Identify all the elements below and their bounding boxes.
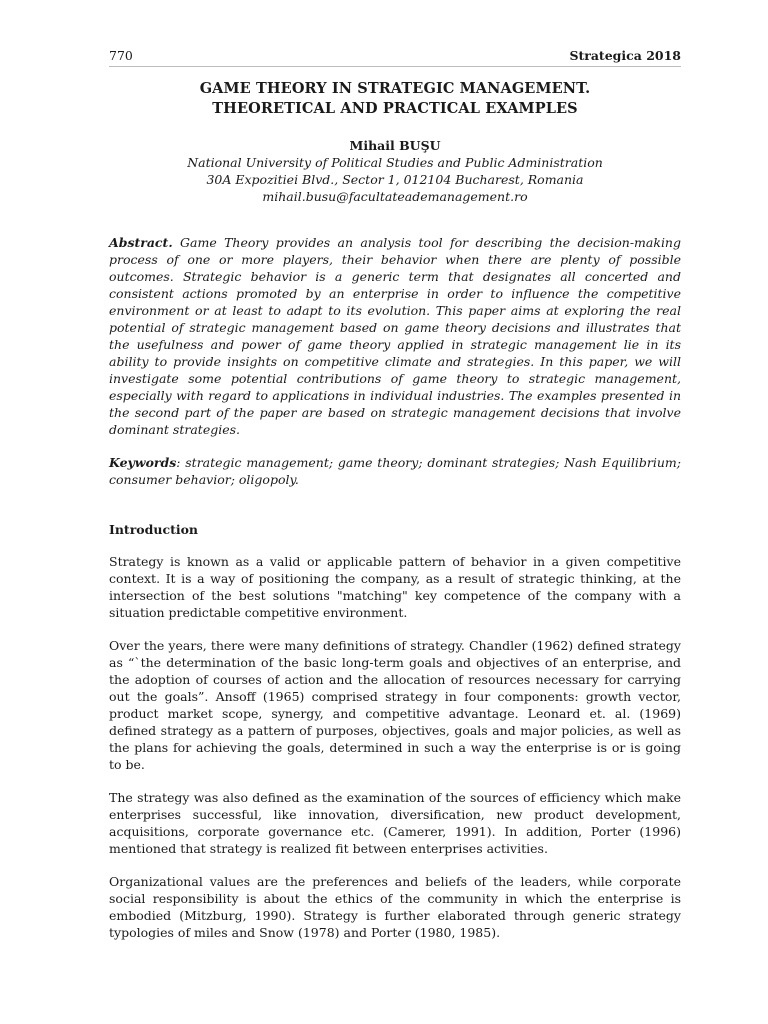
abstract-label: Abstract. <box>109 235 173 250</box>
body-paragraph: Strategy is known as a valid or applicable pattern of behavior in a given competitive context. It is a way of positioning the company, as a result of strategic thinking, at the intersection of the best solutions "matching" key competence of the company with a situation predictable competitive environment. <box>109 554 681 620</box>
paper-page <box>109 48 681 954</box>
paper-title <box>109 79 681 119</box>
keywords-label: Keywords <box>109 455 177 470</box>
body-paragraph: Organizational values are the preferences and beliefs of the leaders, while corporate social responsibility is about the ethics of the community in which the enterprise is embodied (Mitzburg, 1990). Strategy is further elaborated through generic strategy typologies of miles and Snow (1978) and Porter (1980, 1985). <box>109 874 681 940</box>
abstract-text: Game Theory provides an analysis tool for describing the decision-making process of one or more players, their behavior when there are plenty of possible outcomes. Strategic behavior is a generic term that designates all concerted and consistent actions promoted by an enterprise in order to influence the competitive environment or at least to adapt to its evolution. This paper aims at exploring the real potential of strategic management based on game theory decisions and illustrates that the usefulness and power of game theory applied in strategic management lie in its ability to provide insights on competitive climate and strategies. In this paper, we will investigate some potential contributions of game theory to strategic management, especially with regard to applications in individual industries. The examples presented in the second part of the paper are based on strategic management decisions that involve dominant strategies. <box>109 235 681 437</box>
author-address: 30A Expozitiei Blvd., Sector 1, 012104 Bucharest, Romania <box>206 172 584 187</box>
section-heading-introduction: Introduction <box>109 522 199 537</box>
running-header <box>109 48 681 67</box>
author-name: Mihail BUŞU <box>349 138 441 153</box>
keywords-text: : strategic management; game theory; dominant strategies; Nash Equilibrium; consumer behavior; oligopoly. <box>109 455 681 487</box>
keywords <box>109 454 681 488</box>
journal-name: Strategica 2018 <box>569 48 681 63</box>
author-email: mihail.busu@facultateademanagement.ro <box>262 189 528 204</box>
abstract <box>109 234 681 438</box>
author-affiliation: National University of Political Studies and Public Administration <box>187 155 603 170</box>
page-number: 770 <box>109 48 133 63</box>
title-line-1: GAME THEORY IN STRATEGIC MANAGEMENT. <box>199 80 591 97</box>
body-paragraph: Over the years, there were many definitions of strategy. Chandler (1962) defined strategy as “`the determination of the basic long-term goals and objectives of an enterprise, and the adoption of courses of action and the allocation of resources necessary for carrying out the goals”. Ansoff (1965) comprised strategy in four components: growth vector, product market scope, synergy, and competitive advantage. Leonard et. al. (1969) defined strategy as a pattern of purposes, objectives, goals and major policies, as well as the plans for achieving the goals, determined in such a way the enterprise is or is going to be. <box>109 638 681 772</box>
body-paragraph: The strategy was also defined as the examination of the sources of efficiency which make enterprises successful, like innovation, diversification, new product development, acquisitions, corporate governance etc. (Camerer, 1991). In addition, Porter (1996) mentioned that strategy is realized fit between enterprises activities. <box>109 790 681 856</box>
author-block <box>109 137 681 205</box>
title-line-2: THEORETICAL AND PRACTICAL EXAMPLES <box>212 100 578 117</box>
